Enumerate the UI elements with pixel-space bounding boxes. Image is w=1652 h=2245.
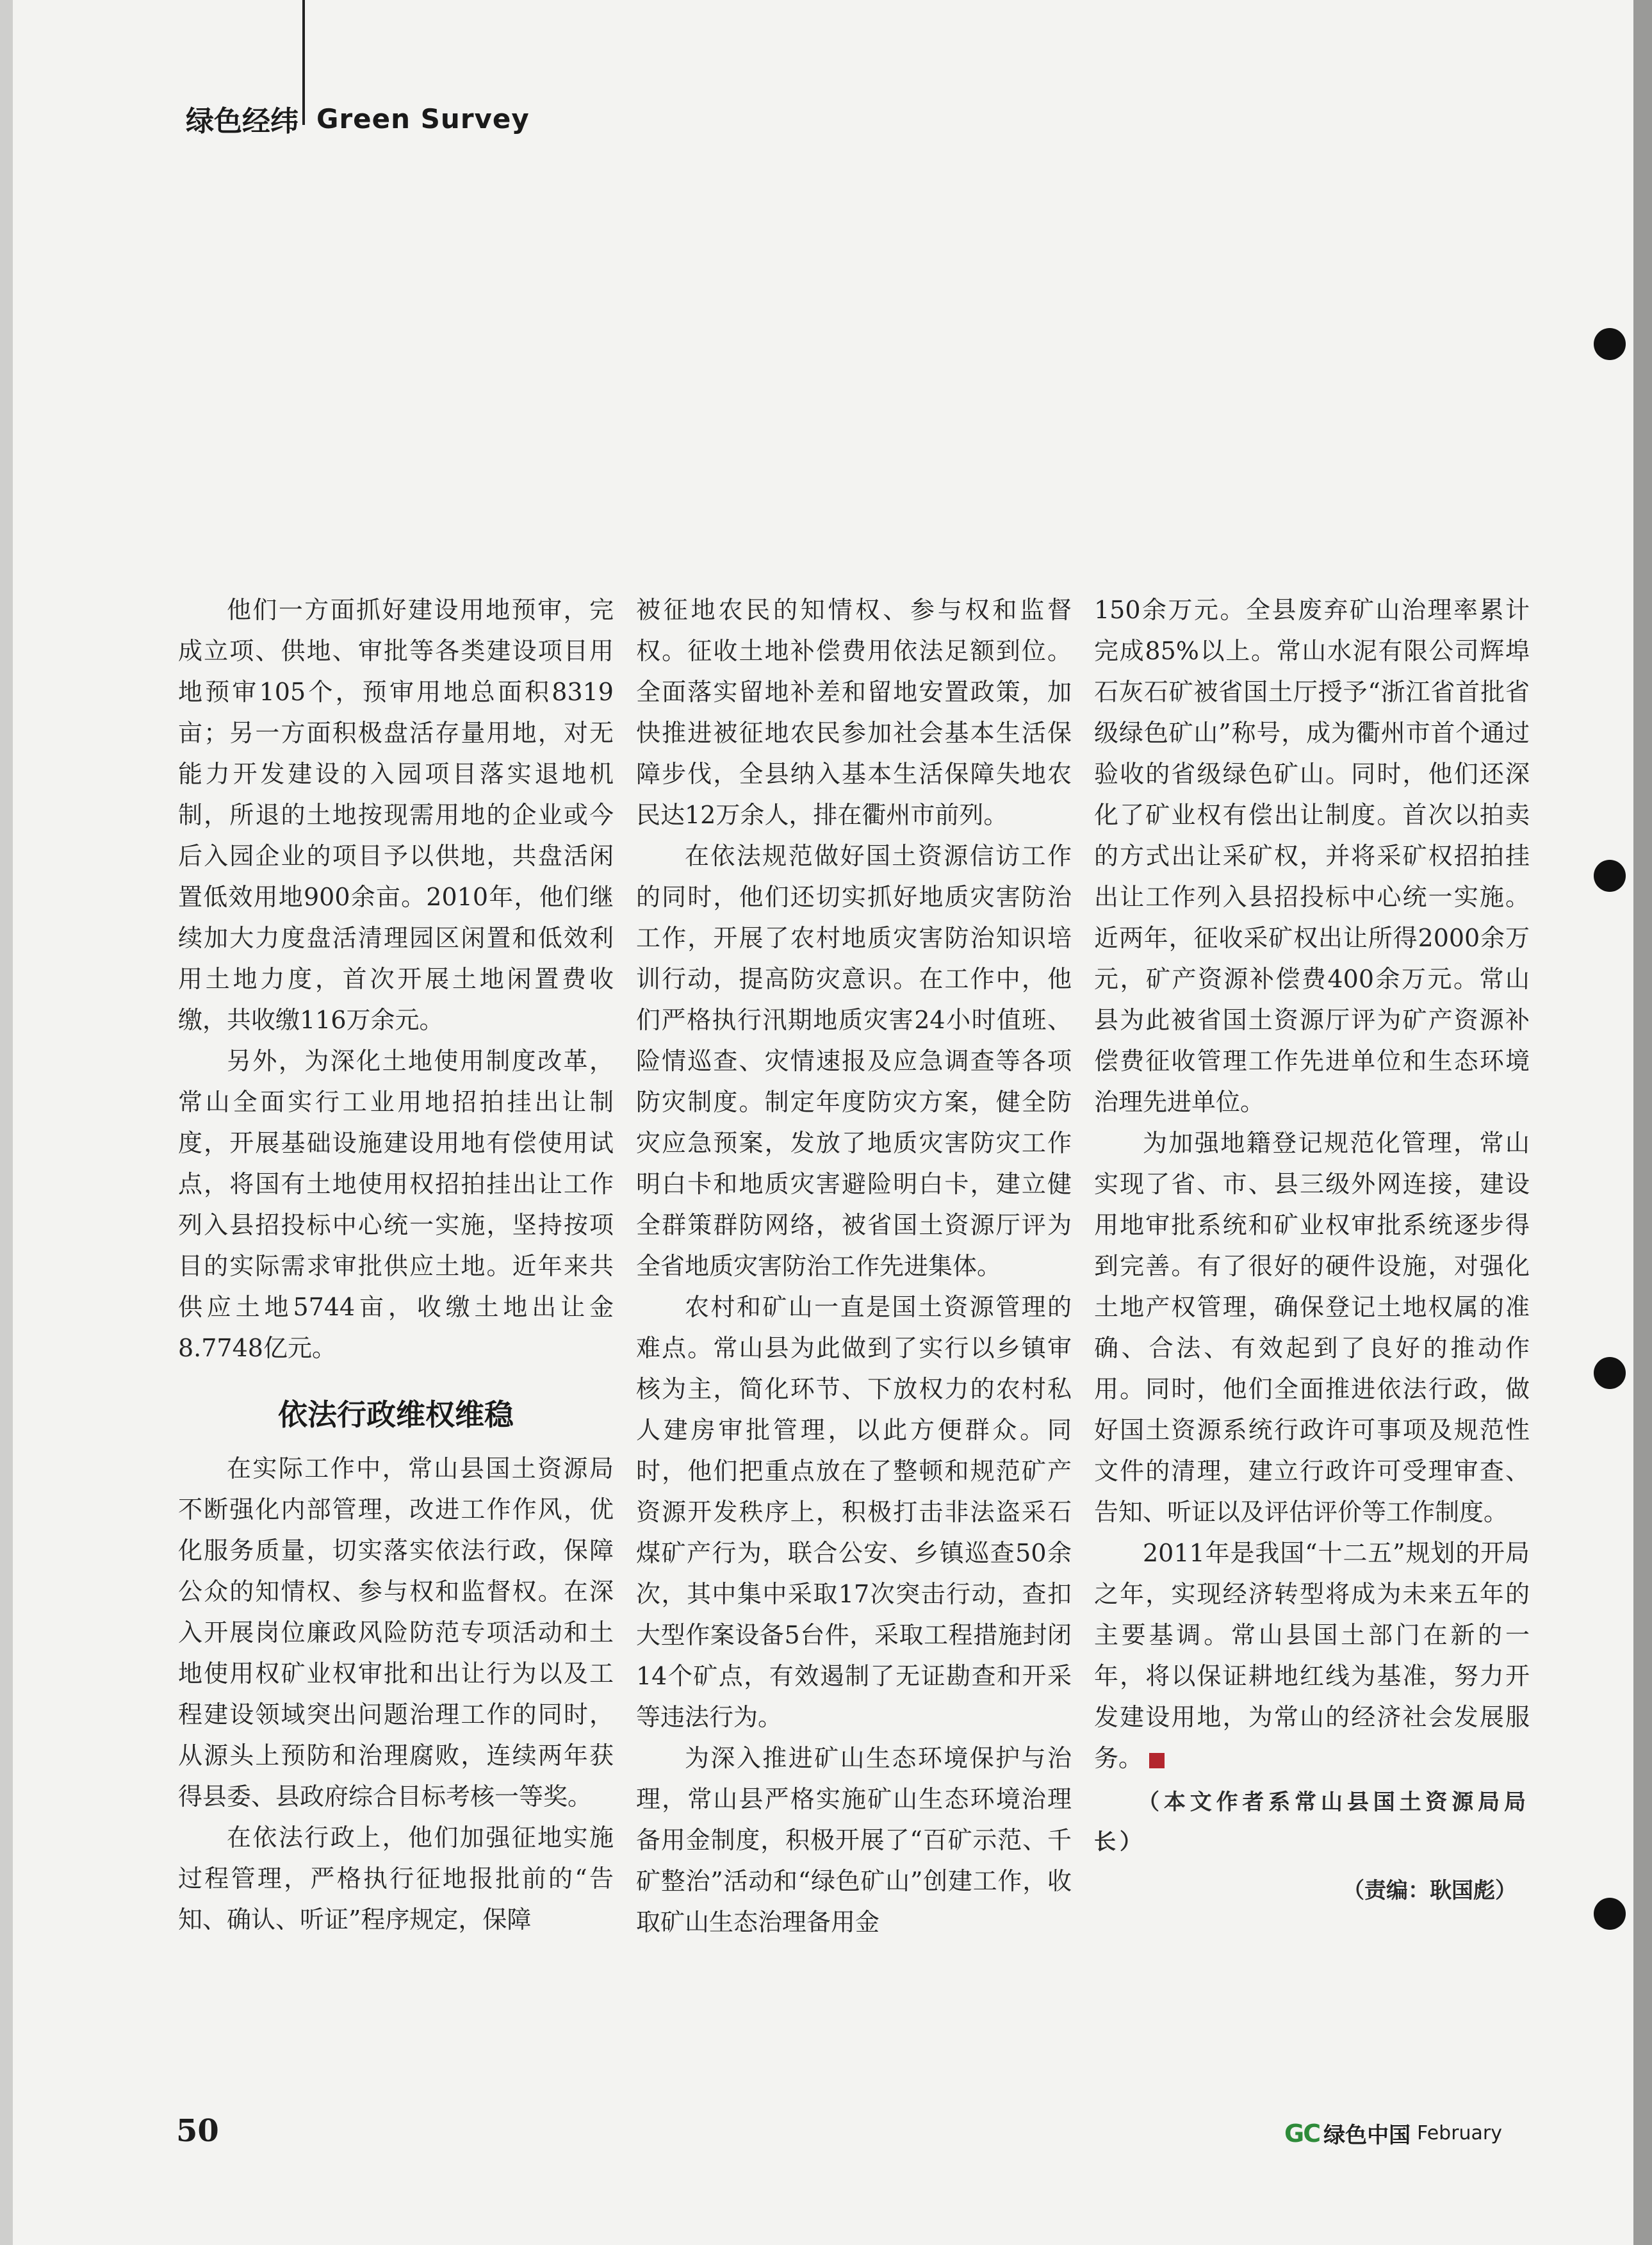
article-column-1 xyxy=(178,589,614,1940)
paragraph: 150余万元。全县废弃矿山治理率累计完成85%以上。常山水泥有限公司辉埠石灰石矿被省国土厅授予“浙江省首批省级绿色矿山”称号，成为衢州市首个通过验收的省级绿色矿山。同时，他们还深化了矿业权有偿出让制度。首次以拍卖的方式出让采矿权，并将采矿权招拍挂出让工作列入县招投标中心统一实施。近两年，征收采矿权出让所得2000余万元，矿产资源补偿费400余万元。常山县为此被省国土资源厅评为矿产资源补偿费征收管理工作先进单位和生态环境治理先进单位。 xyxy=(1094,596,1530,1116)
closing-paragraph xyxy=(1094,1533,1530,1779)
section-title-cn: 绿色经纬 xyxy=(186,105,299,138)
magazine-name: 绿色中国 xyxy=(1323,2123,1411,2148)
paragraph: 为加强地籍登记规范化管理，常山实现了省、市、县三级外网连接，建设用地审批系统和矿业权审批系统逐步得到完善。有了很好的硬件设施，对强化土地产权管理，确保登记土地权属的准确、合法、有效起到了良好的推动作用。同时，他们全面推进依法行政，做好国土资源系统行政许可事项及规范性文件的清理，建立行政许可受理审查、告知、听证以及评估评价等工作制度。 xyxy=(1094,1129,1530,1526)
section-header xyxy=(186,96,530,141)
binder-hole xyxy=(1594,1357,1626,1389)
paragraph: 另外，为深化土地使用制度改革，常山全面实行工业用地招拍挂出让制度，开展基础设施建设用地有偿使用试点，将国有土地使用权招拍挂出让工作列入县招投标中心统一实施，坚持按项目的实际需求审批供应土地。近年来共供应土地5744亩，收缴土地出让金8.7748亿元。 xyxy=(178,1047,614,1362)
page-edge-shadow xyxy=(1633,0,1652,2245)
section-heading: 依法行政维权维稳 xyxy=(278,1397,514,1432)
paragraph: 在实际工作中，常山县国土资源局不断强化内部管理，改进工作作风，优化服务质量，切实落实依法行政，保障公众的知情权、参与权和监督权。在深入开展岗位廉政风险防范专项活动和土地使用权矿业权审批和出让行为以及工程建设领域突出问题治理工作的同时，从源头上预防和治理腐败，连续两年获得县委、县政府综合目标考核一等奖。 xyxy=(178,1454,614,1811)
closing-text: 2011年是我国“十二五”规划的开局之年，实现经济转型将成为未来五年的主要基调。常山县国土部门在新的一年，将以保证耕地红线为基准，努力开发建设用地，为常山的经济社会发展服务。 xyxy=(1094,1539,1530,1772)
issue-month: February xyxy=(1417,2122,1503,2144)
editor-credit: （责编：耿国彪） xyxy=(1343,1878,1517,1904)
end-mark-icon xyxy=(1149,1753,1165,1768)
paragraph: 在依法规范做好国土资源信访工作的同时，他们还切实抓好地质灾害防治工作，开展了农村地质灾害防治知识培训行动，提高防灾意识。在工作中，他们严格执行汛期地质灾害24小时值班、险情巡查、灾情速报及应急调查等各项防灾制度。制定年度防灾方案，健全防灾应急预案，发放了地质灾害防灾工作明白卡和地质灾害避险明白卡，建立健全群策群防网络，被省国土资源厅评为全省地质灾害防治工作先进集体。 xyxy=(636,842,1072,1280)
binder-hole xyxy=(1594,1898,1626,1930)
author-byline: （本文作者系常山县国土资源局局长） xyxy=(1094,1789,1530,1855)
article-column-3 xyxy=(1094,589,1530,1911)
article-column-2 xyxy=(636,589,1072,1943)
magazine-logo-icon: GC xyxy=(1284,2119,1320,2148)
paragraph: 被征地农民的知情权、参与权和监督权。征收土地补偿费用依法足额到位。全面落实留地补差和留地安置政策，加快推进被征地农民参加社会基本生活保障步伐，全县纳入基本生活保障失地农民达12万余人，排在衢州市前列。 xyxy=(636,596,1072,829)
paragraph: 农村和矿山一直是国土资源管理的难点。常山县为此做到了实行以乡镇审核为主，简化环节、下放权力的农村私人建房审批管理，以此方便群众。同时，他们把重点放在了整顿和规范矿产资源开发秩序上，积极打击非法盗采石煤矿产行为，联合公安、乡镇巡查50余次，其中集中采取17次突击行动，查扣大型作案设备5台件，采取工程措施封闭14个矿点，有效遏制了无证勘查和开采等违法行为。 xyxy=(636,1293,1072,1731)
paragraph: 为深入推进矿山生态环境保护与治理，常山县严格实施矿山生态环境治理备用金制度，积极开展了“百矿示范、千矿整治”活动和“绿色矿山”创建工作，收取矿山生态治理备用金 xyxy=(636,1744,1072,1936)
binder-hole xyxy=(1594,328,1626,360)
footer-masthead xyxy=(1284,2118,1502,2149)
paragraph: 在依法行政上，他们加强征地实施过程管理，严格执行征地报批前的“告知、确认、听证”程序规定，保障 xyxy=(178,1823,614,1934)
section-title-en: Green Survey xyxy=(316,103,530,135)
paragraph: 他们一方面抓好建设用地预审，完成立项、供地、审批等各类建设项目用地预审105个，预审用地总面积8319亩；另一方面积极盘活存量用地，对无能力开发建设的入园项目落实退地机制，所退的土地按现需用地的企业或今后入园企业的项目予以供地，共盘活闲置低效用地900余亩。2010年，他们继续加大力度盘活清理园区闲置和低效利用土地力度，首次开展土地闲置费收缴，共收缴116万余元。 xyxy=(178,596,614,1034)
binder-hole xyxy=(1594,860,1626,892)
page-number: 50 xyxy=(176,2113,219,2149)
